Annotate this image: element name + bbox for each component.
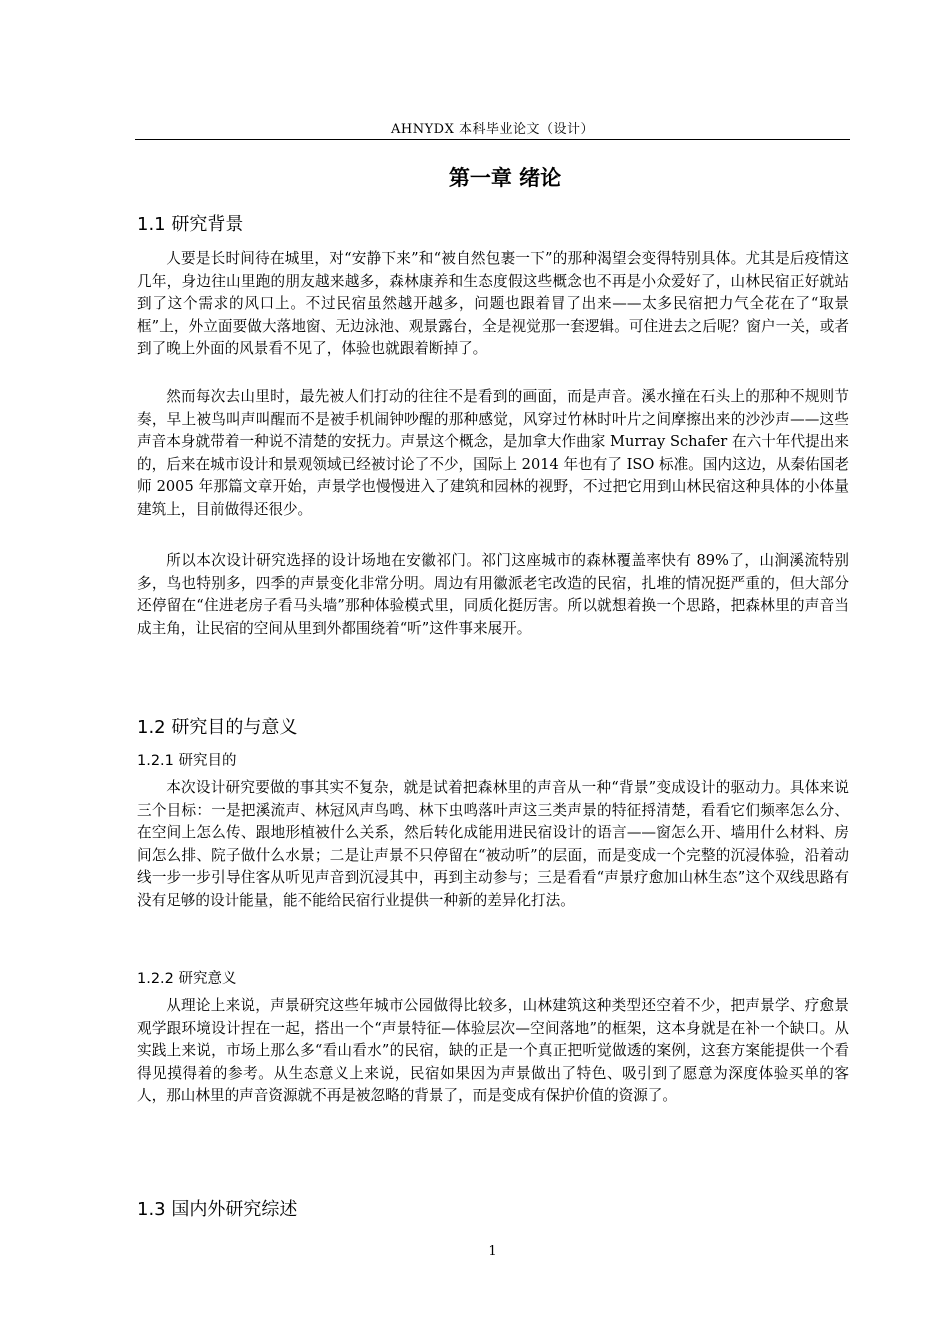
- page-header: AHNYDX 本科毕业论文（设计）: [391, 122, 594, 137]
- section-heading-1-3: 1.3 国内外研究综述: [137, 1199, 298, 1220]
- page-number: 1: [488, 1244, 497, 1259]
- paragraph-significance: 从理论上来说，声景研究这些年城市公园做得比较多，山林建筑这种类型还空着不少，把声景学、疗愈景观学跟环境设计捏在一起，搭出一个“声景特征—体验层次—空间落地”的框架，这本身就是在补一个缺口。从实践上来说，市场上那么多“看山看水”的民宿，缺的正是一个真正把听觉做透的案例，这套方案能提供一个看得见摸得着的参考。从生态意义上来说，民宿如果因为声景做出了特色、吸引到了愿意为深度体验买单的客人，那山林里的声音资源就不再是被忽略的背景了，而是变成有保护价值的资源了。: [137, 997, 849, 1104]
- paragraph-background-2: 然而每次去山里时，最先被人们打动的往往不是看到的画面，而是声音。溪水撞在石头上的那种不规则节奏，早上被鸟叫声叫醒而不是被手机闹钟吵醒的那种感觉，风穿过竹林时叶片之间摩擦出来的沙沙声——这些声音本身就带着一种说不清楚的安抚力。声景这个概念，是加拿大作曲家 Murray Schafer 在六十年代提出来的，后来在城市设计和景观领域已经被讨论了不少，国际上 2014 年也有了 ISO 标准。国内这边，从秦佑国老师 2005 年那篇文章开始，声景学也慢慢进入了建筑和园林的视野，不过把它用到山林民宿这种具体的小体量建筑上，目前做得还很少。: [137, 388, 849, 518]
- chapter-title: 第一章 绪论: [448, 166, 562, 190]
- paragraph-purpose: 本次设计研究要做的事其实不复杂，就是试着把森林里的声音从一种“背景”变成设计的驱动力。具体来说三个目标：一是把溪流声、林冠风声鸟鸣、林下虫鸣落叶声这三类声景的特征捋清楚，看看它们频率怎么分、在空间上怎么传、跟地形植被什么关系，然后转化成能用进民宿设计的语言——窗怎么开、墙用什么材料、房间怎么排、院子做什么水景；二是让声景不只停留在“被动听”的层面，而是变成一个完整的沉浸体验，沿着动线一步一步引导住客从听见声音到沉浸其中，再到主动参与；三是看看“声景疗愈加山林生态”这个双线思路有没有足够的设计能量，能不能给民宿行业提供一种新的差异化打法。: [137, 779, 849, 909]
- section-heading-1-1: 1.1 研究背景: [137, 214, 244, 235]
- subsection-heading-1-2-2: 1.2.2 研究意义: [137, 971, 237, 987]
- paragraph-background-3: 所以本次设计研究选择的设计场地在安徽祁门。祁门这座城市的森林覆盖率快有 89%了，山涧溪流特别多，鸟也特别多，四季的声景变化非常分明。周边有用徽派老宅改造的民宿，扎堆的情况挺严重的，但大部分还停留在“住进老房子看马头墙”那种体验模式里，同质化挺厉害。所以就想着换一个思路，把森林里的声音当成主角，让民宿的空间从里到外都围绕着“听”这件事来展开。: [137, 552, 849, 637]
- paragraph-background-1: 人要是长时间待在城里，对“安静下来”和“被自然包裹一下”的那种渴望会变得特别具体。尤其是后疫情这几年，身边往山里跑的朋友越来越多，森林康养和生态度假这些概念也不再是小众爱好了，山林民宿正好就站到了这个需求的风口上。不过民宿虽然越开越多，问题也跟着冒了出来——太多民宿把力气全花在了“取景框”上，外立面要做大落地窗、无边泳池、观景露台，全是视觉那一套逻辑。可住进去之后呢？窗户一关，或者到了晚上外面的风景看不见了，体验也就跟着断掉了。: [137, 250, 849, 357]
- subsection-heading-1-2-1: 1.2.1 研究目的: [137, 753, 237, 769]
- section-heading-1-2: 1.2 研究目的与意义: [137, 717, 298, 738]
- header-rule: [135, 139, 850, 140]
